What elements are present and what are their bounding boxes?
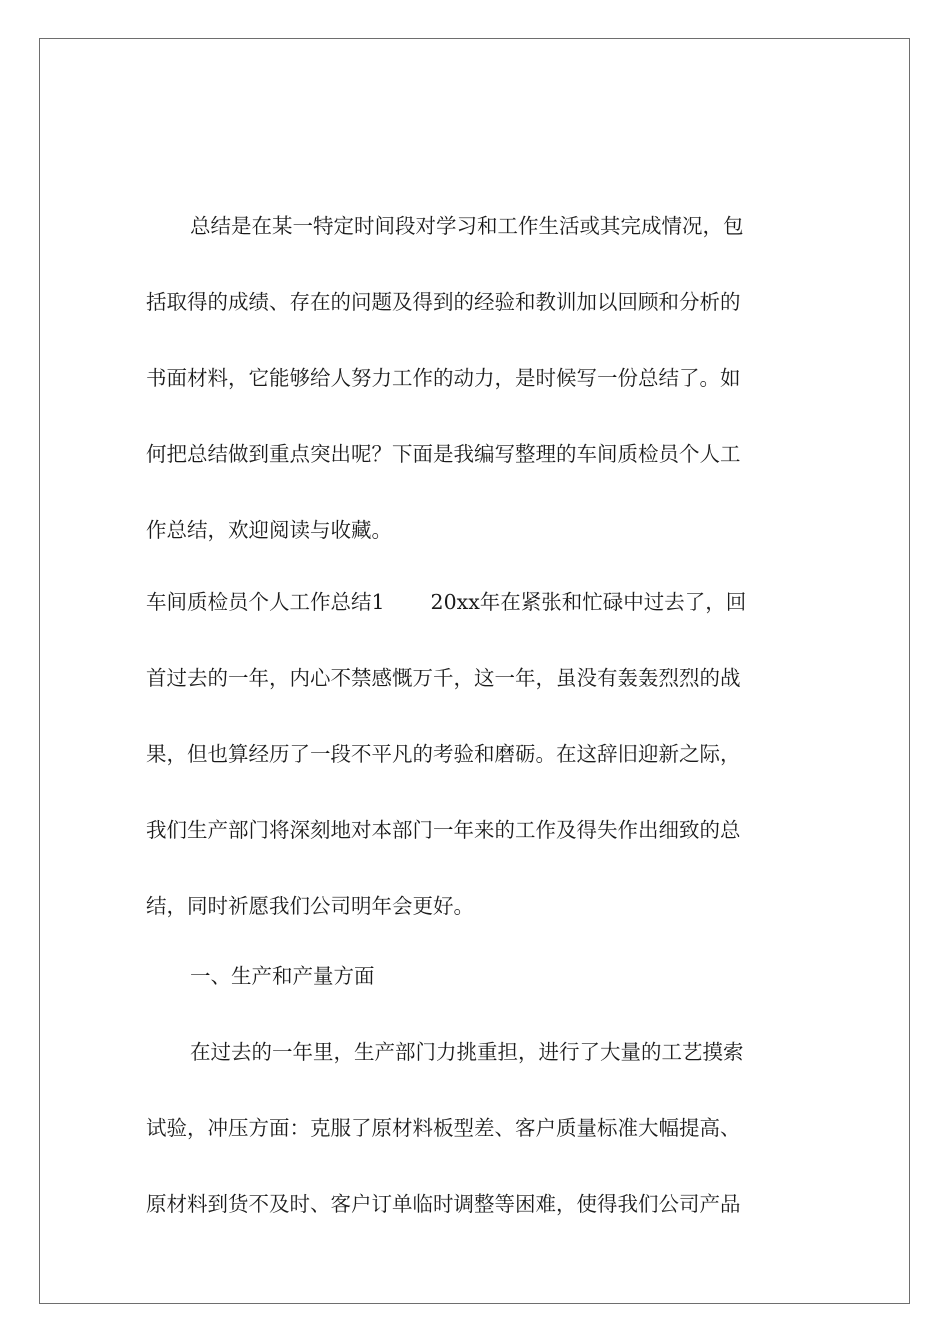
body-line-start: 20xx年在紧张和忙碌中过去了，回 <box>430 590 747 614</box>
para2-line-3: 原材料到货不及时、客户订单临时调整等困难，使得我们公司产品 <box>146 1192 741 1216</box>
section-title-line <box>146 588 796 616</box>
para2-line-2: 试验，冲压方面：克服了原材料板型差、客户质量标准大幅提高、 <box>146 1116 741 1140</box>
intro-line-4: 何把总结做到重点突出呢？下面是我编写整理的车间质检员个人工 <box>146 442 741 466</box>
intro-line-5: 作总结，欢迎阅读与收藏。 <box>146 518 392 542</box>
body-line-4: 我们生产部门将深刻地对本部门一年来的工作及得失作出细致的总 <box>146 818 741 842</box>
body-line-3: 果，但也算经历了一段不平凡的考验和磨砺。在这辞旧迎新之际， <box>146 742 741 766</box>
intro-line-3: 书面材料，它能够给人努力工作的动力，是时候写一份总结了。如 <box>146 366 741 390</box>
section-title: 车间质检员个人工作总结1 <box>146 590 385 614</box>
intro-line-2: 括取得的成绩、存在的问题及得到的经验和教训加以回顾和分析的 <box>146 290 741 314</box>
para2-line-1: 在过去的一年里，生产部门力挑重担，进行了大量的工艺摸索 <box>190 1040 744 1064</box>
body-line-2: 首过去的一年，内心不禁感慨万千，这一年，虽没有轰轰烈烈的战 <box>146 666 741 690</box>
subheading: 一、生产和产量方面 <box>190 964 375 988</box>
body-line-5: 结，同时祈愿我们公司明年会更好。 <box>146 894 474 918</box>
intro-line-1: 总结是在某一特定时间段对学习和工作生活或其完成情况，包 <box>190 214 744 238</box>
